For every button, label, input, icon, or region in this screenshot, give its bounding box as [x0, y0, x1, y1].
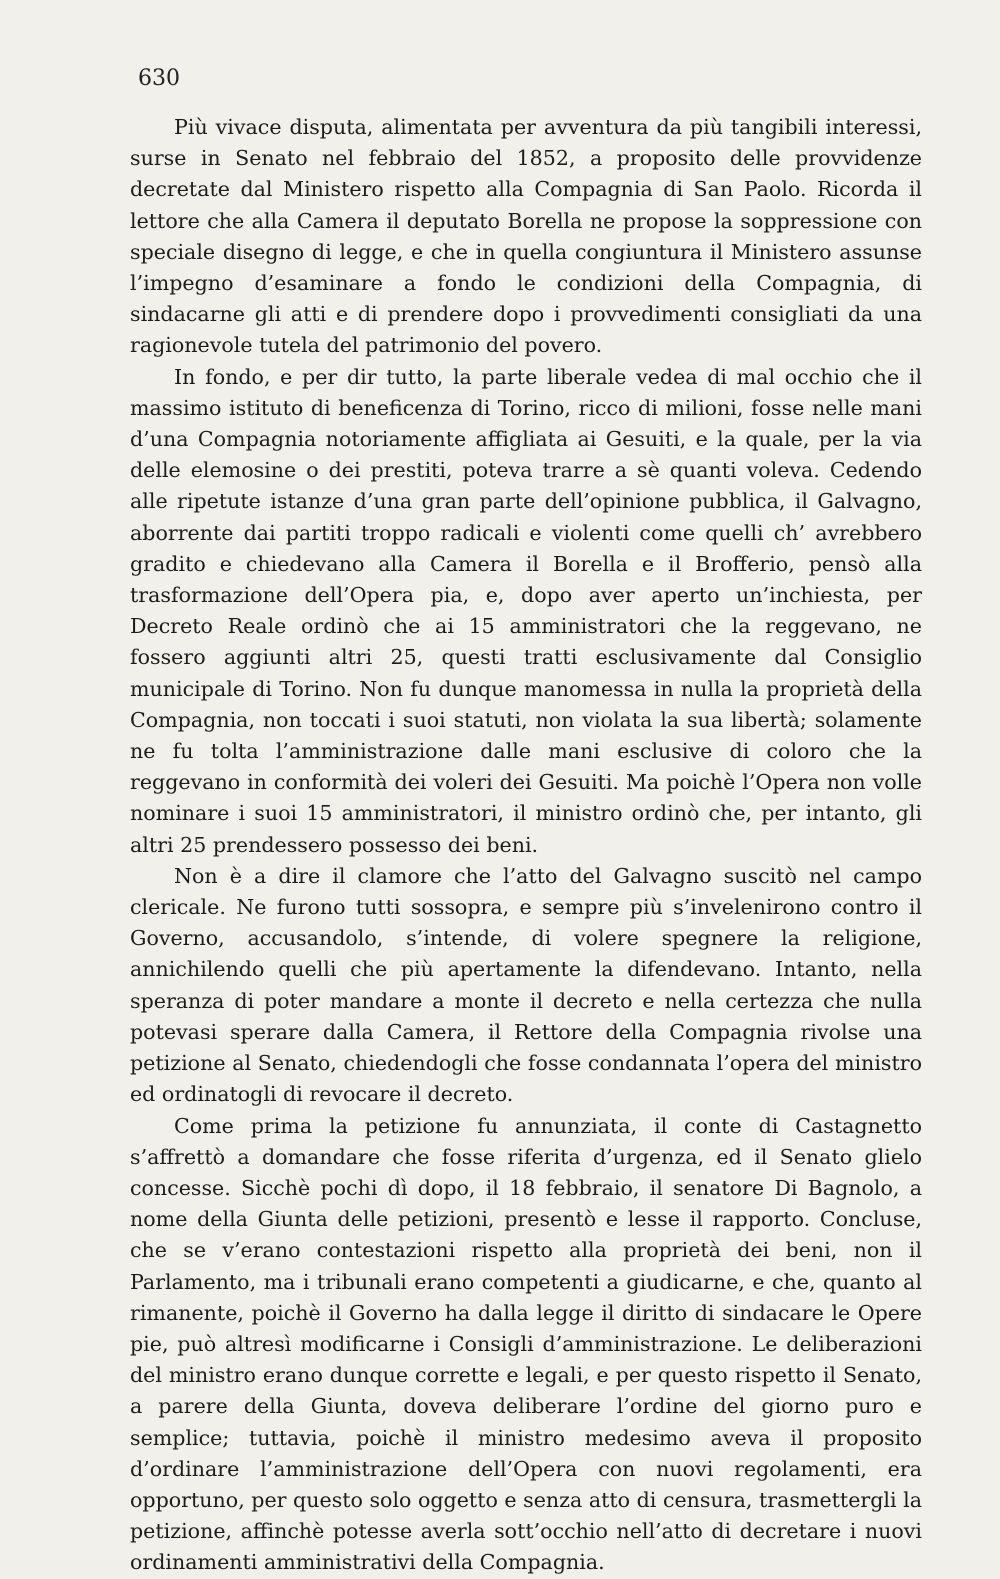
body-text	[130, 112, 922, 1579]
paragraph: In fondo, e per dir tutto, la parte liberale vedea di mal occhio che il massimo istituto di beneficenza di Torino, ricco di milioni, fosse nelle mani d’una Compagnia notoriamente affigliata ai Gesuiti, e la quale, per la via delle elemosine o dei prestiti, poteva trarre a sè quanti voleva. Cedendo alle ripetute istanze d’una gran parte dell’opinione pubblica, il Galvagno, aborrente dai partiti troppo radicali e violenti come quelli ch’ avrebbero gradito e chiedevano alla Camera il Borella e il Brofferio, pensò alla trasformazione dell’Opera pia, e, dopo aver aperto un’inchiesta, per Decreto Reale ordinò che ai 15 amministratori che la reggevano, ne fossero aggiunti altri 25, questi tratti esclusivamente dal Consiglio municipale di Torino. Non fu dunque manomessa in nulla la proprietà della Compagnia, non toccati i suoi statuti, non violata la sua libertà; solamente ne fu tolta l’amministrazione dalle mani esclusive di coloro che la reggevano in conformità dei voleri dei Gesuiti. Ma poichè l’Opera non volle nominare i suoi 15 amministratori, il ministro ordinò che, per intanto, gli altri 25 prendessero possesso dei beni.	[130, 364, 922, 857]
paragraph: Non è a dire il clamore che l’atto del Galvagno suscitò nel campo clericale. Ne furono tutti sossopra, e sempre più s’invelenirono contro il Governo, accusandolo, s’intende, di volere spegnere la religione, annichilendo quelli che più apertamente la difendevano. Intanto, nella speranza di poter mandare a monte il decreto e nella certezza che nulla potevasi sperare dalla Camera, il Rettore della Compagnia rivolse una petizione al Senato, chiedendogli che fosse condannata l’opera del ministro ed ordinatogli di revocare il decreto.	[130, 863, 922, 1107]
paragraph: Come prima la petizione fu annunziata, il conte di Castagnetto s’affrettò a domandare che fosse riferita d’urgenza, ed il Senato glielo concesse. Sicchè pochi dì dopo, il 18 febbraio, il senatore Di Bagnolo, a nome della Giunta delle petizioni, presentò e lesse il rapporto. Concluse, che se v’erano contestazioni rispetto alla proprietà dei beni, non il Parlamento, ma i tribunali erano competenti a giudicarne, e che, quanto al rimanente, poichè il Governo ha dalla legge il diritto di sindacare le Opere pie, può altresì modificarne i Consigli d’amministrazione. Le deliberazioni del ministro erano dunque corrette e legali, e per questo rispetto il Senato, a parere della Giunta, doveva deliberare l’ordine del giorno puro e semplice; tuttavia, poichè il ministro medesimo aveva il proposito d’ordinare l’amministrazione dell’Opera con nuovi regolamenti, era opportuno, per questo solo oggetto e senza atto di censura, trasmettergli la petizione, affinchè potesse averla sott’occhio nell’atto di decretare i nuovi ordinamenti amministrativi della Compagnia.	[130, 1113, 923, 1575]
paragraph: Più vivace disputa, alimentata per avventura da più tangibili interessi, surse in Senato nel febbraio del 1852, a proposito delle provvidenze decretate dal Ministero rispetto alla Compagnia di San Paolo. Ricorda il lettore che alla Camera il deputato Borella ne propose la soppressione con speciale disegno di legge, e che in quella congiuntura il Ministero assunse l’impegno d’esaminare a fondo le condizioni della Compagnia, di sindacarne gli atti e di prendere dopo i provvedimenti consigliati da una ragionevole tutela del patrimonio del povero.	[130, 115, 922, 358]
page-number: 630	[138, 66, 180, 91]
